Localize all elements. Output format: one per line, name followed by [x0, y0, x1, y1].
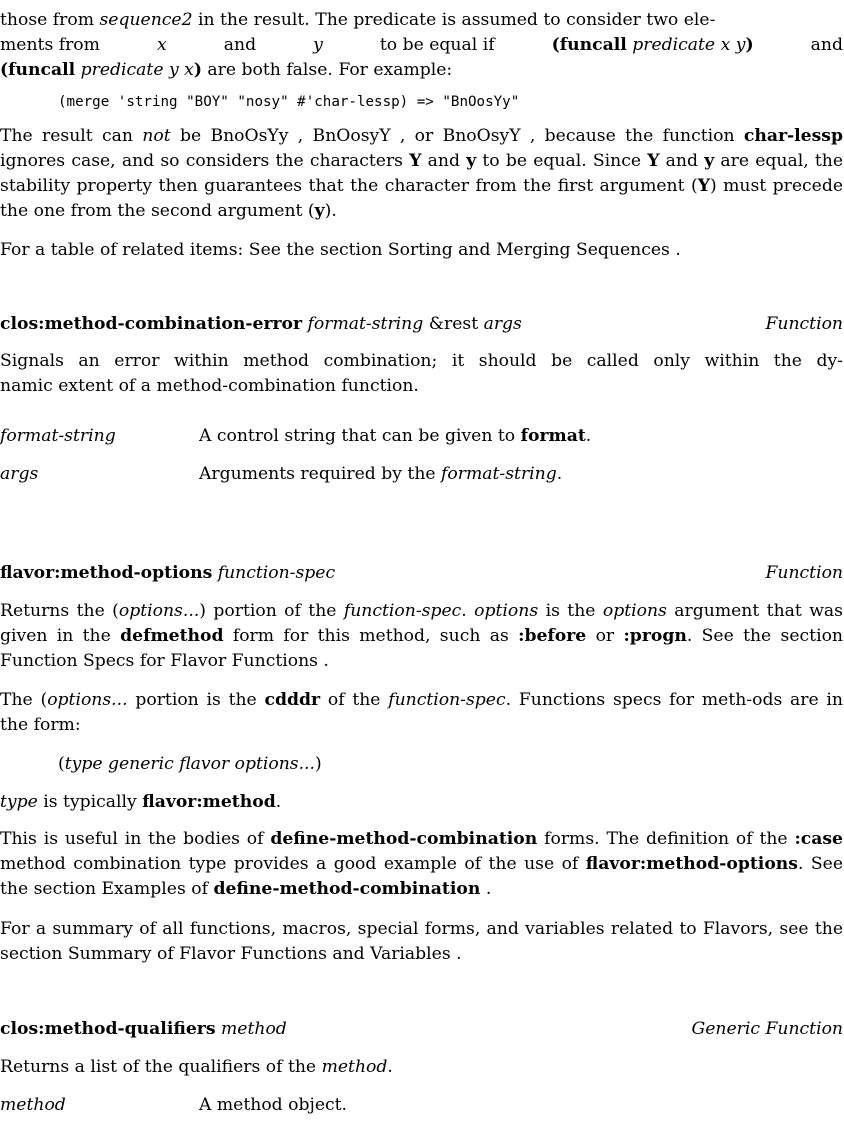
entry-name: clos:method-qualifiers [0, 1019, 216, 1039]
argument-list [0, 1093, 843, 1119]
example-code: (merge 'string "BOY" "nosy" #'char-lessp) => "BnOosYy" [58, 94, 520, 110]
usage-paragraph: This is useful in the bodies of define-method-combination forms. The definition of the :case method combination type provides a good example of the use of flavor:method-options. See the section Examples of define-method-combination . [0, 829, 844, 899]
entry-header-method-qualifiers: clos:method-qualifiers method Generic Function [0, 1017, 843, 1042]
entry-header-method-options: flavor:method-options function-spec Function [0, 561, 843, 586]
entry-kind: Generic Function [691, 1019, 843, 1039]
result-paragraph: The result can not be BnoOsYy , BnOosyY , or BnoOsyY , because the function char-lessp ignores case, and so considers the characters Y and y to be equal. Since Y and y are equal, the stability property then guarantees that the character from the first argument (Y) must precede the one from the second argument (y). [0, 126, 844, 221]
entry-name: flavor:method-options [0, 563, 213, 583]
type-paragraph: type is typically flavor:method. [0, 792, 282, 812]
argument-list [0, 424, 843, 484]
entry-description: Signals an error within method combination; it should be called only within the dy- namic extent of a method-combination function. [0, 351, 843, 396]
entry-name: clos:method-combination-error [0, 314, 303, 334]
entry-header-method-combination-error: clos:method-combination-error format-string &rest args Function [0, 312, 843, 337]
arg-term: args [0, 464, 39, 484]
entry-kind: Function [765, 563, 843, 583]
entry-description: Returns the (options...) portion of the function-spec. options is the options argument that was given in the defmethod form for this method, such as :before or :progn. See the section Function Specs for Flavor Functions . [0, 601, 844, 671]
arg-desc: A control string that can be given to format. [199, 426, 592, 446]
cdddr-paragraph: The (options... portion is the cdddr of the function-spec. Functions specs for meth-ods are in the form: [0, 690, 843, 735]
arg-desc: Arguments required by the format-string. [199, 464, 563, 484]
intro-paragraph: those from sequence2 in the result. The predicate is assumed to consider two ele- ments from x and y to be equal if (funcall predicate x y) and (funcall predicate y x) are both false. For example: [0, 10, 843, 80]
entry-description: Returns a list of the qualifiers of the method. [0, 1057, 393, 1077]
arg-term: format-string [0, 426, 116, 446]
entry-kind: Function [765, 314, 843, 334]
related-items-link[interactable]: For a table of related items: See the section Sorting and Merging Sequences . [0, 240, 681, 260]
arg-desc: A method object. [199, 1095, 347, 1115]
summary-paragraph: For a summary of all functions, macros, special forms, and variables related to Flavors, see the section Summary of Flavor Functions and Variables . [0, 919, 843, 964]
arg-term: method [0, 1095, 66, 1115]
form-example: (type generic flavor options...) [58, 754, 322, 774]
